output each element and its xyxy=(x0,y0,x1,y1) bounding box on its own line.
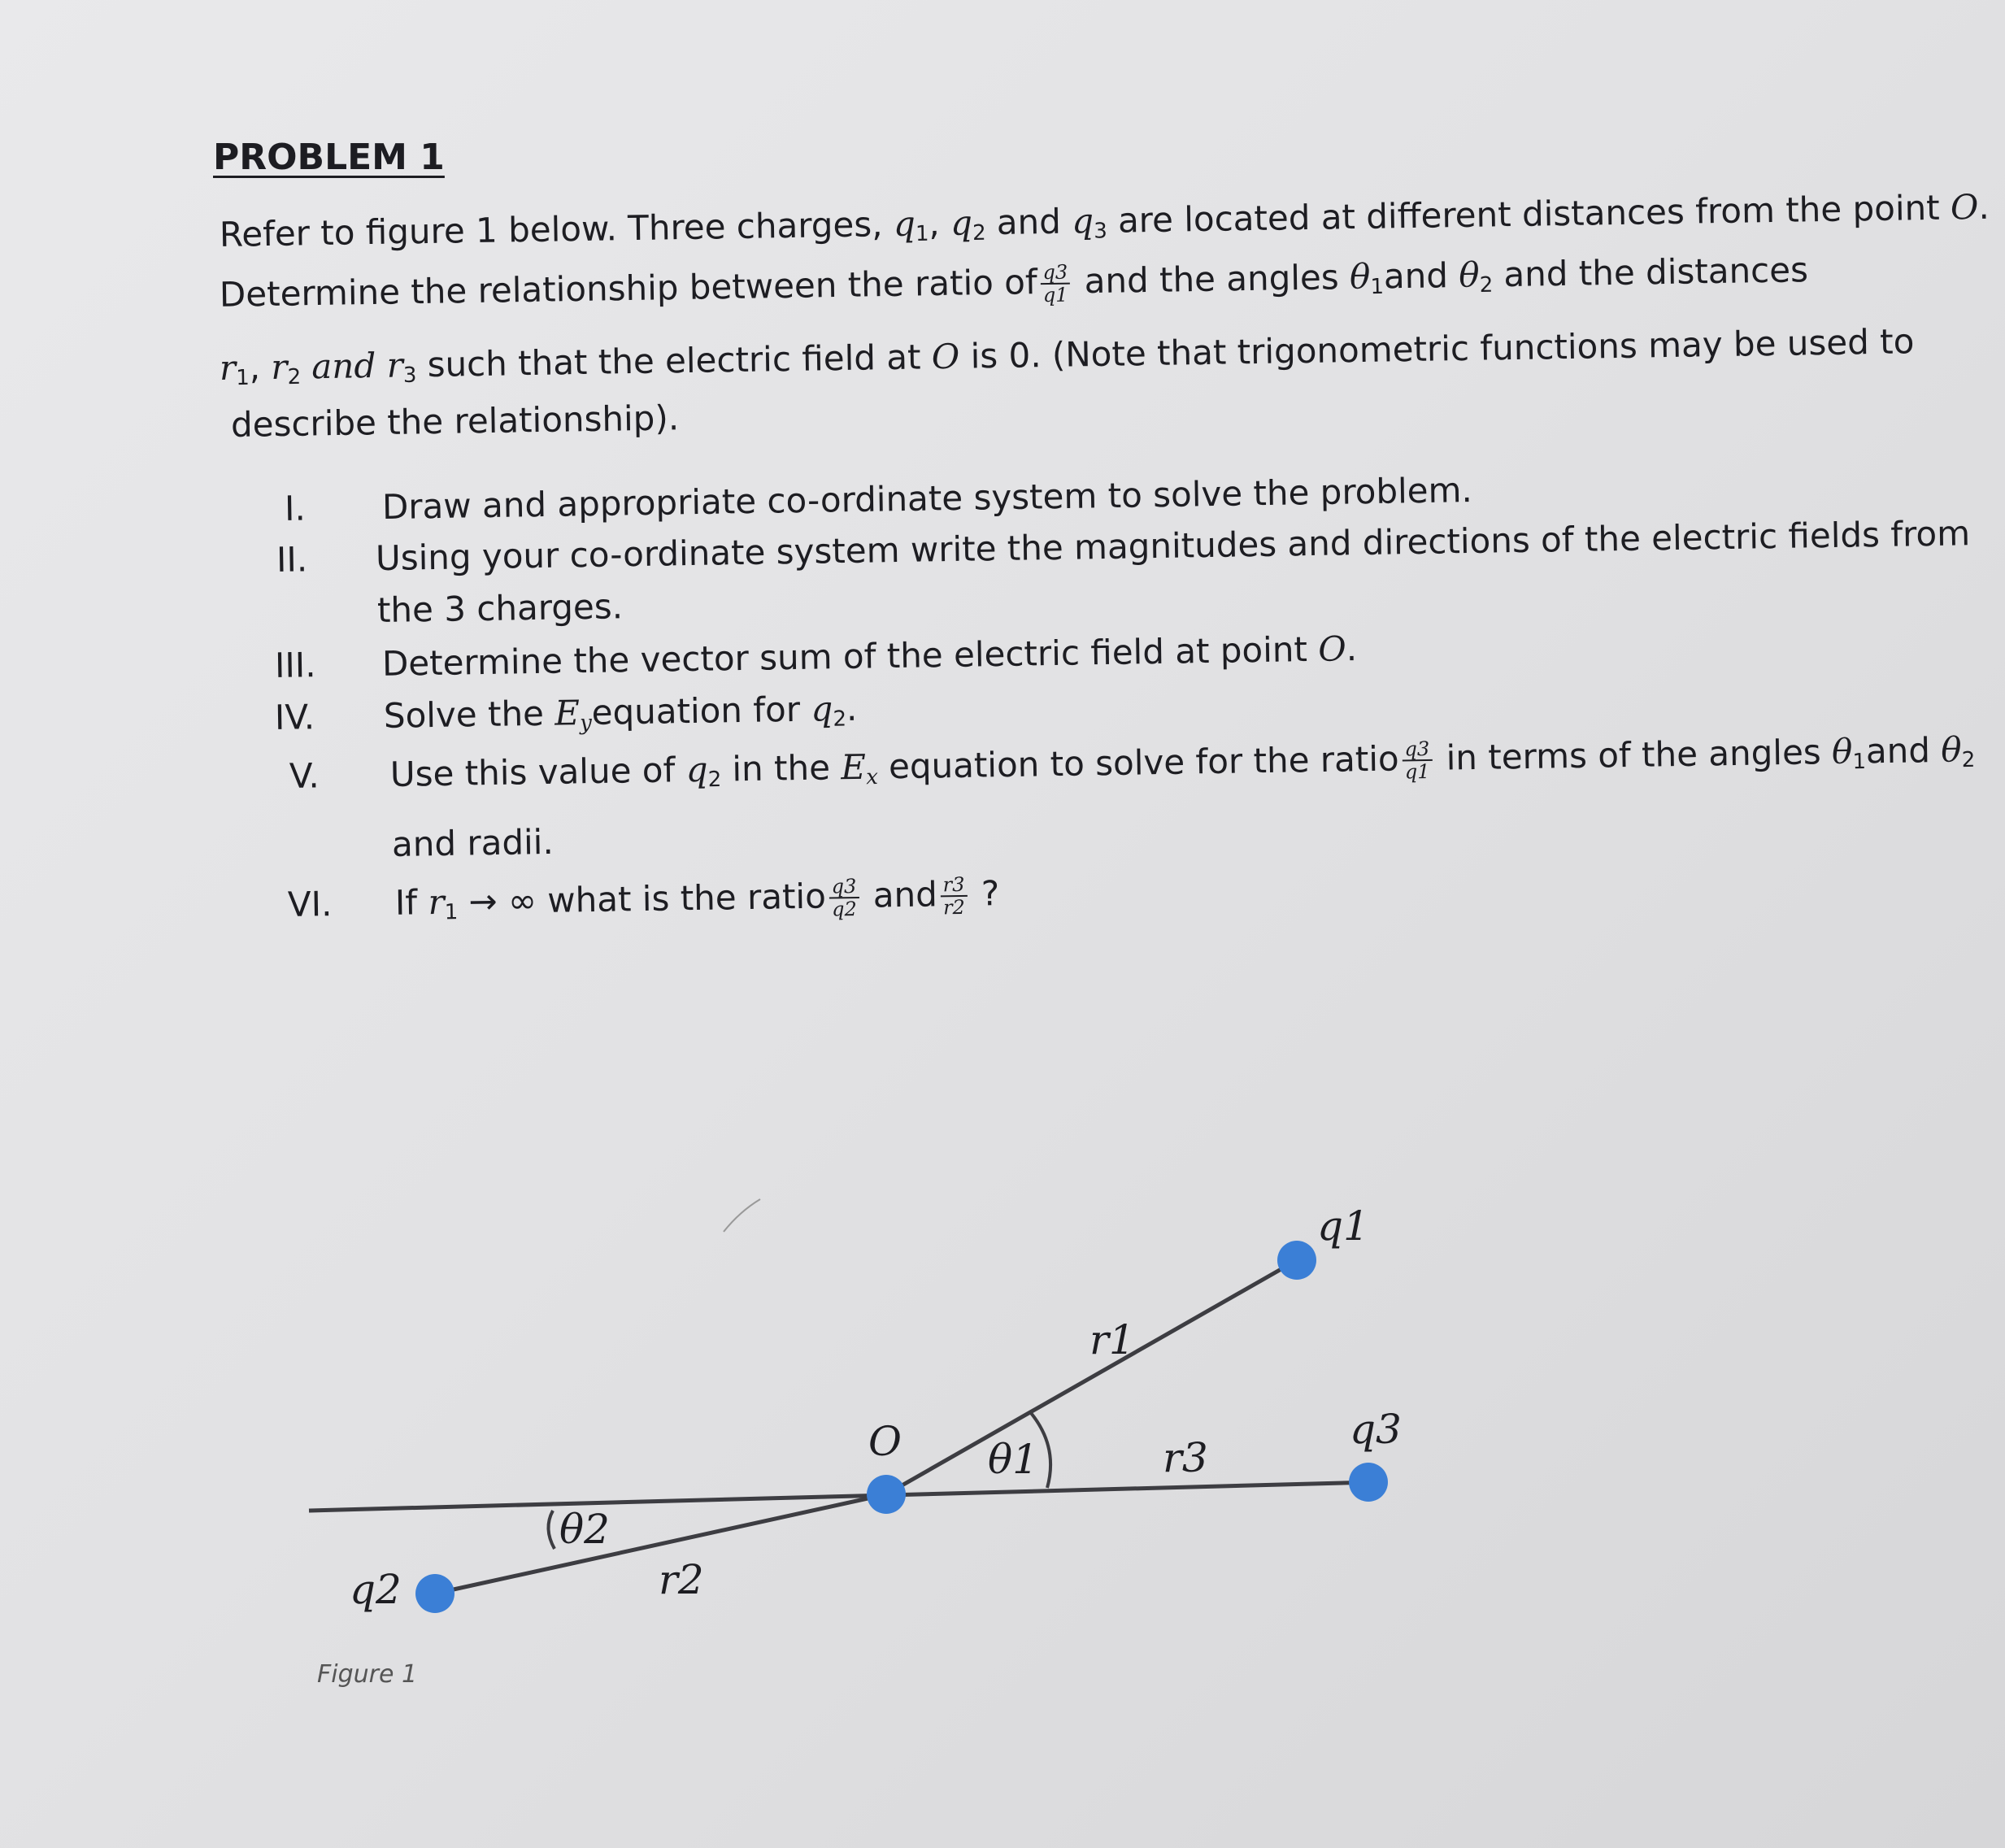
figure-caption: Figure 1 xyxy=(317,1660,418,1689)
item-number: V. xyxy=(289,755,320,796)
charge-q2-dot xyxy=(415,1574,454,1613)
intro-text: and the distances xyxy=(1492,250,1809,295)
intro-text: and xyxy=(1383,254,1459,297)
math-theta: θ xyxy=(1349,256,1371,298)
item-number: IV. xyxy=(274,697,315,737)
label-q1: q1 xyxy=(1317,1202,1369,1250)
math-sub: 1 xyxy=(1370,274,1385,300)
math-sub: 3 xyxy=(402,363,417,388)
item-number: III. xyxy=(274,645,316,685)
label-r3: r3 xyxy=(1163,1434,1208,1481)
math-theta: θ xyxy=(1458,254,1480,295)
math-q: q xyxy=(685,749,708,790)
fraction-denominator: q1 xyxy=(1042,284,1068,307)
math-r: r xyxy=(219,347,237,388)
item-text: ? xyxy=(970,873,1000,914)
math-q1: q xyxy=(893,203,916,244)
intro-text: are located at different distances from the point xyxy=(1107,187,1951,241)
item-text: Draw and appropriate co-ordinate system to solve the problem. xyxy=(381,470,1473,528)
label-r1: r1 xyxy=(1089,1316,1135,1363)
item-text: and xyxy=(1865,729,1942,772)
label-r2: r2 xyxy=(659,1556,704,1603)
math-theta: θ xyxy=(1831,731,1853,772)
fraction-denominator: q2 xyxy=(831,898,857,921)
point-O-dot xyxy=(867,1475,906,1514)
fraction-denominator: q1 xyxy=(1404,760,1430,784)
math-sub: 2 xyxy=(972,220,986,246)
fraction-numerator: r3 xyxy=(940,874,967,898)
item-number: I. xyxy=(284,488,307,528)
math-O: O xyxy=(931,336,960,377)
math-q2: q xyxy=(950,202,973,243)
stray-mark xyxy=(724,1199,760,1232)
math-sub: 3 xyxy=(1094,219,1108,244)
fraction-numerator: q3 xyxy=(829,876,859,899)
intro-text: Determine the relationship between the ratio of xyxy=(219,262,1038,315)
charge-q3-dot xyxy=(1349,1463,1388,1502)
item-number: II. xyxy=(276,539,308,580)
label-q2: q2 xyxy=(350,1566,402,1613)
problem-title: PROBLEM 1 xyxy=(213,137,445,178)
item-text: and radii. xyxy=(391,821,555,864)
item-text: . xyxy=(846,688,858,728)
intro-text: is 0. (Note that trigonometric functions may be used to xyxy=(959,321,1915,376)
math-sub: 2 xyxy=(833,707,847,732)
math-E: E xyxy=(554,693,581,733)
label-theta1: θ1 xyxy=(988,1436,1038,1483)
intro-text: and xyxy=(985,201,1072,243)
item-text: the 3 charges. xyxy=(376,586,624,630)
label-q3: q3 xyxy=(1350,1406,1402,1453)
charge-q1-dot xyxy=(1277,1241,1316,1280)
fraction-numerator: q3 xyxy=(1402,738,1432,762)
math-sub: 2 xyxy=(1479,272,1494,298)
intro-text: . xyxy=(1977,186,1990,228)
math-sub: 2 xyxy=(287,364,302,390)
math-r: r xyxy=(428,881,445,923)
item-text: Use this value of xyxy=(389,750,686,794)
item-text: → ∞ what is the ratio xyxy=(457,876,827,922)
item-text: in the xyxy=(720,747,842,789)
math-sub: 1 xyxy=(444,900,459,925)
label-theta2: θ2 xyxy=(559,1506,610,1553)
math-sub: x xyxy=(865,765,879,790)
math-sub: 1 xyxy=(1852,749,1867,775)
item-text: If xyxy=(394,882,428,923)
math-sub: y xyxy=(579,711,593,736)
item-text: in terms of the angles xyxy=(1434,732,1833,778)
item-text: Solve the xyxy=(383,693,555,736)
math-q3: q xyxy=(1071,201,1094,241)
math-sub: 2 xyxy=(707,767,722,793)
label-O: O xyxy=(868,1418,902,1465)
theta2-arc xyxy=(548,1511,555,1549)
intro-text: and the angles xyxy=(1072,257,1350,302)
fraction-numerator: q3 xyxy=(1040,262,1070,285)
intro-text: Refer to figure 1 below. Three charges, xyxy=(219,203,894,254)
horizontal-axis-line xyxy=(309,1482,1374,1511)
intro-text: , xyxy=(928,202,951,244)
item-text: equation to solve for the ratio xyxy=(877,738,1400,787)
math-q: q xyxy=(811,689,833,729)
math-theta: θ xyxy=(1940,729,1962,770)
math-O: O xyxy=(1950,187,1979,228)
intro-text: , xyxy=(249,347,272,388)
r1-line xyxy=(886,1260,1297,1494)
item-text: and xyxy=(862,874,938,915)
math-sub: 1 xyxy=(915,221,929,247)
item-number: VI. xyxy=(287,884,333,924)
math-O: O xyxy=(1317,628,1347,669)
math-r: r xyxy=(386,345,404,385)
item-text: equation for xyxy=(591,689,811,733)
intro-text: such that the electric field at xyxy=(415,337,933,385)
math-E: E xyxy=(840,746,867,788)
item-text: Determine the vector sum of the electric field at point xyxy=(381,628,1319,684)
intro-text: describe the relationship). xyxy=(230,398,680,445)
item-text: Using your co-ordinate system write the magnitudes and directions of the electric fields from xyxy=(375,513,1971,579)
math-sub: 2 xyxy=(1961,747,1976,773)
math-r: r xyxy=(270,346,288,388)
math-and: and xyxy=(300,345,387,387)
fraction-denominator: r2 xyxy=(942,896,966,920)
math-sub: 1 xyxy=(236,365,250,391)
item-text: . xyxy=(1346,628,1358,669)
